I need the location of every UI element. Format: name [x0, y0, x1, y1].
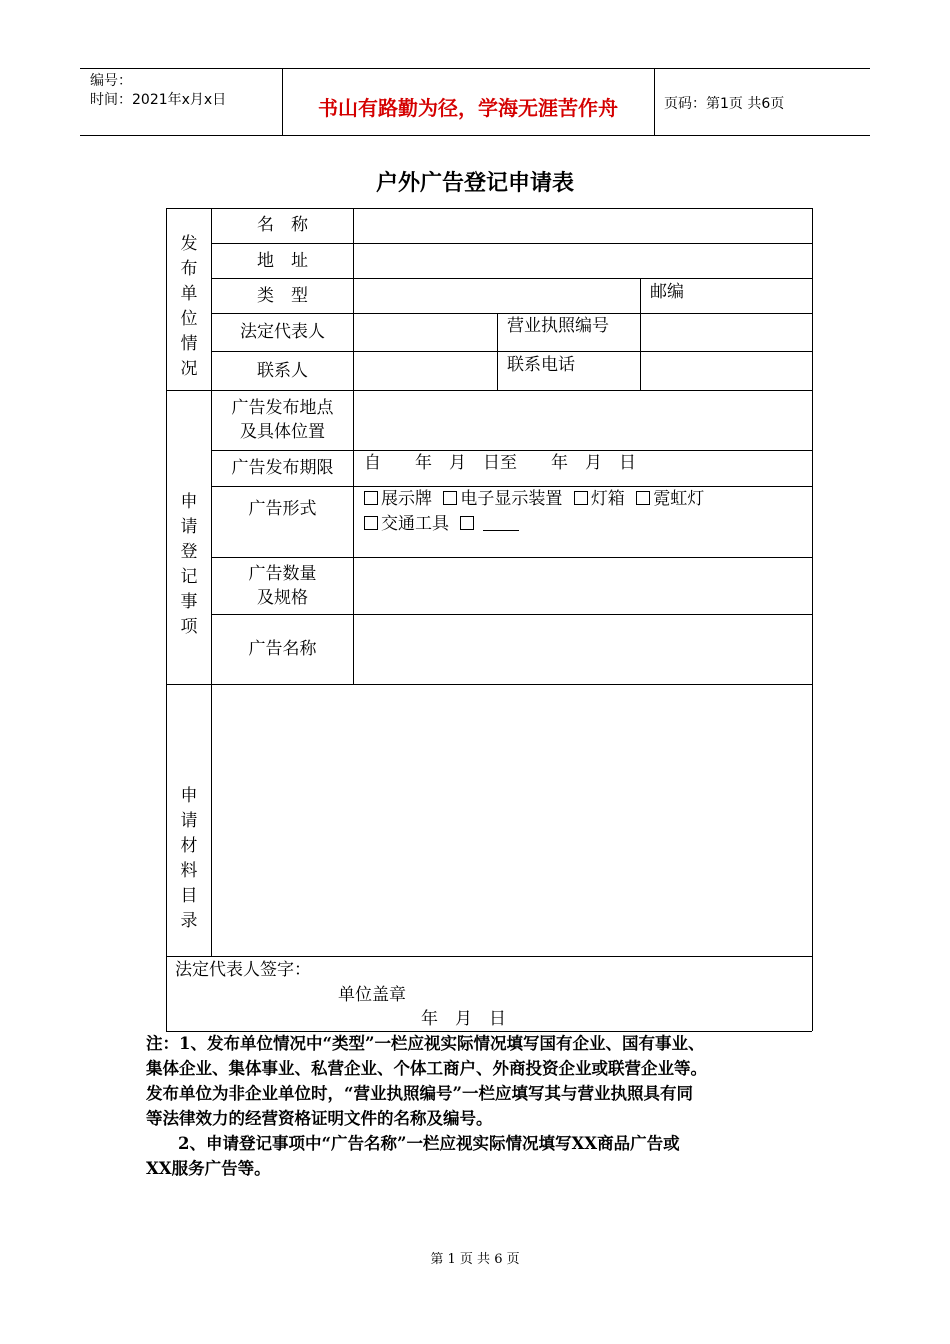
name-label: 名 称 [257, 215, 308, 235]
license-no-field[interactable] [641, 314, 812, 351]
contact-field[interactable] [354, 352, 496, 390]
phone-label: 联系电话 [507, 355, 575, 375]
header-bottom-rule [80, 135, 870, 136]
checkbox-other[interactable] [460, 514, 518, 534]
quantity-field[interactable] [354, 558, 812, 614]
license-no-label: 营业执照编号 [507, 316, 609, 336]
address-label: 地 址 [257, 251, 308, 271]
location-field[interactable] [354, 391, 812, 450]
contact-label: 联系人 [257, 361, 308, 381]
ad-name-field[interactable] [354, 615, 812, 684]
note-line: 集体企业、集体事业、私营企业、个体工商户、外商投资企业或联营企业等。 [146, 1059, 707, 1078]
quantity-label: 广告数量 及规格 [248, 564, 317, 608]
serial-label: 编号： [90, 73, 132, 89]
checkbox-neon-light[interactable]: 霓虹灯 [636, 489, 704, 509]
ad-form-options-row2 [364, 512, 519, 536]
ad-form-options-row1 [364, 487, 704, 511]
type-label: 类 型 [257, 286, 308, 306]
address-field[interactable] [354, 244, 812, 278]
header-divider [654, 68, 655, 135]
page-info: 页码：第1页 共6页 [664, 96, 785, 112]
phone-field[interactable] [641, 352, 812, 390]
checkbox-electronic-display[interactable]: 电子显示装置 [443, 489, 562, 509]
checkbox-light-box[interactable]: 灯箱 [574, 489, 625, 509]
legal-rep-signature-label: 法定代表人签字： [175, 960, 311, 980]
form-title: 户外广告登记申请表 [375, 170, 574, 196]
publisher-section-label: 发 布 单 位 情 况 [180, 234, 198, 379]
materials-section-label: 申 请 材 料 目 录 [180, 786, 198, 931]
header-top-rule [80, 68, 870, 69]
note-line: 2、申请登记事项中“广告名称”一栏应视实际情况填写XX商品广告或 [178, 1134, 680, 1153]
legal-rep-label: 法定代表人 [240, 322, 325, 342]
note-line: 发布单位为非企业单位时，“营业执照编号”一栏应填写其与营业执照具有同 [146, 1084, 693, 1103]
note-line: 等法律效力的经营资格证明文件的名称及编号。 [146, 1109, 493, 1128]
signature-date: 年 月 日 [421, 1009, 506, 1029]
period-label: 广告发布期限 [231, 458, 334, 478]
ad-form-label: 广告形式 [248, 499, 317, 519]
period-field[interactable]: 自 年 月 日至 年 月 日 [364, 453, 636, 473]
page-footer: 第 1 页 共 6 页 [430, 1252, 520, 1267]
postcode-label: 邮编 [650, 282, 684, 302]
note-line: XX服务广告等。 [146, 1159, 271, 1178]
ad-name-label: 广告名称 [248, 639, 317, 659]
note-line: 注：1、发布单位情况中“类型”一栏应视实际情况填写国有企业、国有事业、 [146, 1034, 705, 1053]
application-section-label: 申 请 登 记 事 项 [180, 492, 198, 637]
notes-block [146, 1031, 806, 1181]
type-field[interactable] [354, 279, 639, 313]
date-label: 时间：2021年x月x日 [90, 92, 227, 108]
checkbox-vehicle[interactable]: 交通工具 [364, 514, 449, 534]
name-field[interactable] [354, 209, 812, 243]
motto-text: 书山有路勤为径，学海无涯苦作舟 [318, 96, 618, 120]
materials-list-field[interactable] [212, 685, 812, 956]
legal-rep-field[interactable] [354, 314, 496, 351]
location-label: 广告发布地点 及具体位置 [231, 398, 334, 442]
checkbox-display-board[interactable]: 展示牌 [364, 489, 432, 509]
other-form-blank[interactable] [483, 514, 519, 531]
unit-seal-label: 单位盖章 [338, 985, 406, 1005]
